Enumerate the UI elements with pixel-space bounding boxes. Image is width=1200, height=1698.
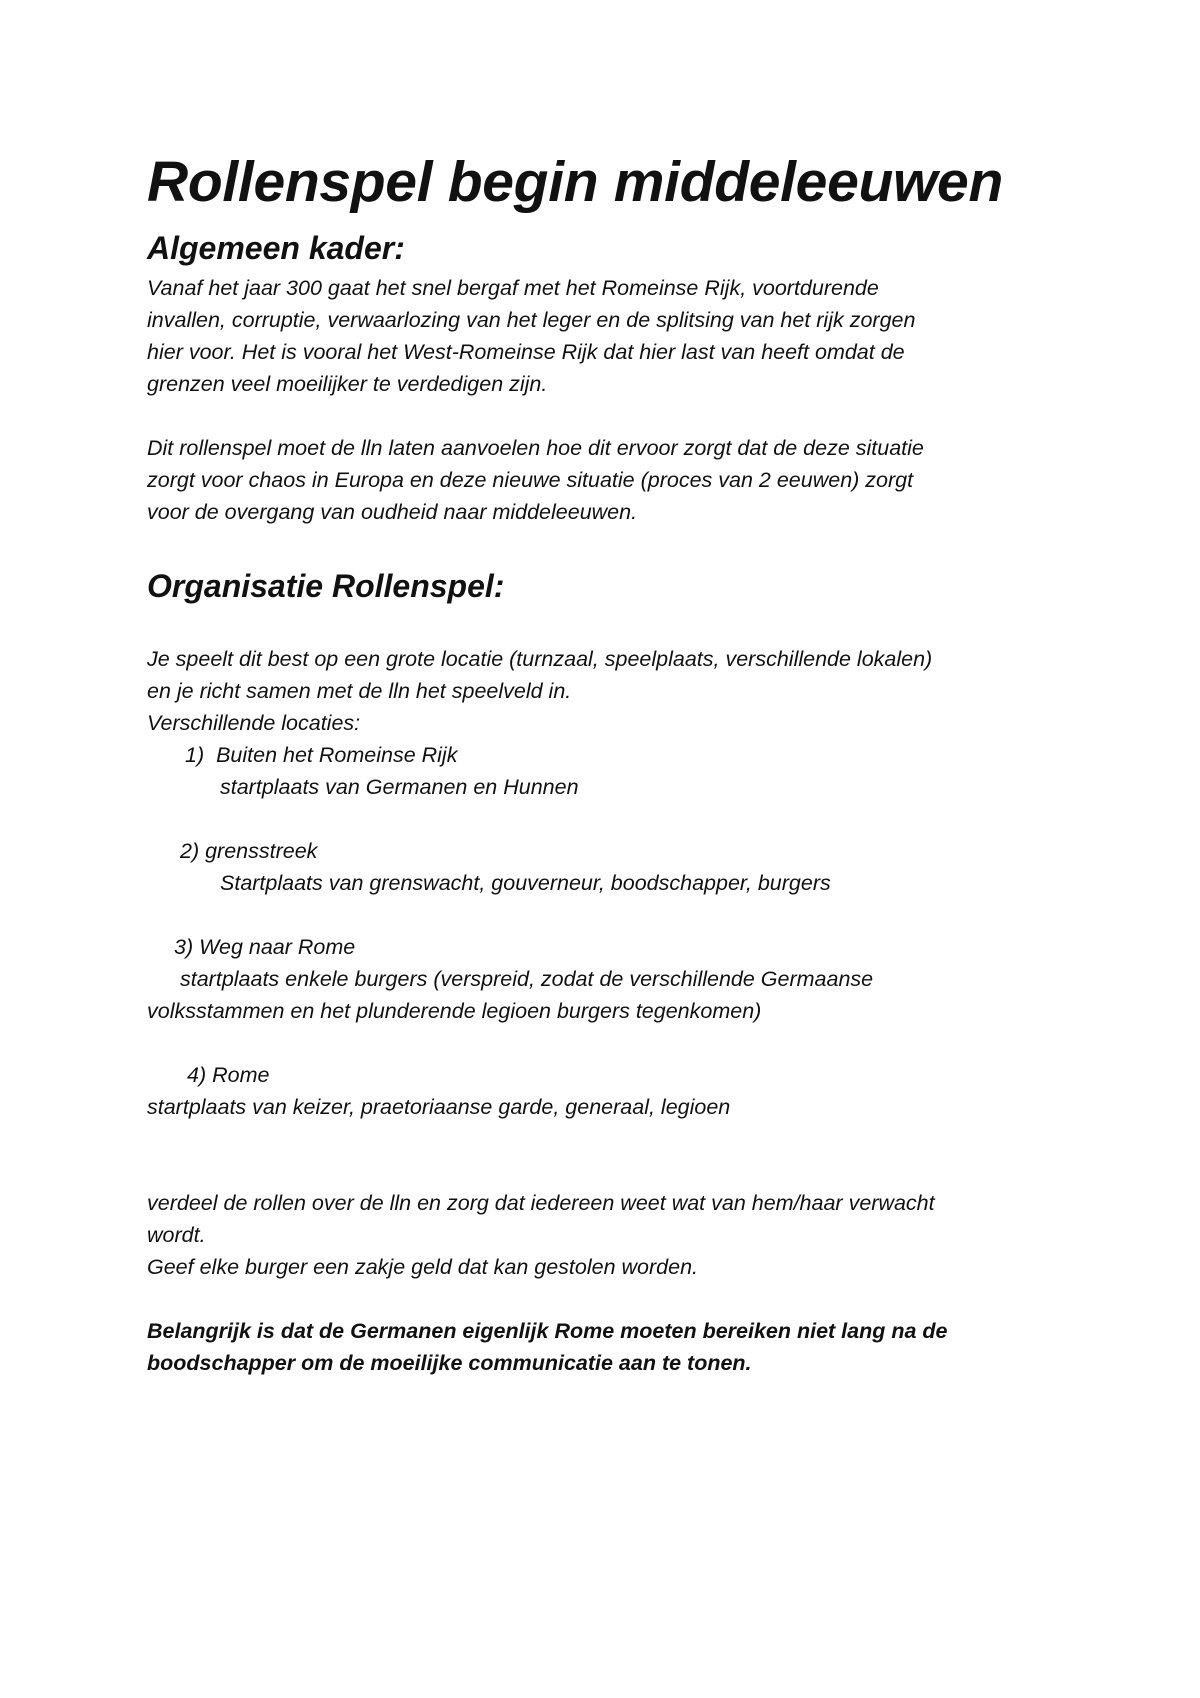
paragraph-line: en je richt samen met de lln het speelveld in. — [147, 679, 572, 703]
location-label: 4) Rome — [187, 1063, 270, 1087]
instruction-line: verdeel de rollen over de lln en zorg dat iedereen weet wat van hem/haar verwacht — [147, 1191, 935, 1215]
location-detail: volksstammen en het plunderende legioen burgers tegenkomen) — [147, 999, 762, 1023]
document-page — [147, 0, 1077, 1698]
location-detail: startplaats enkele burgers (verspreid, zodat de verschillende Germaanse — [180, 967, 874, 991]
locations-label: Verschillende locaties: — [147, 711, 361, 735]
location-label: 1) Buiten het Romeinse Rijk — [185, 743, 458, 767]
paragraph-line: zorgt voor chaos in Europa en deze nieuwe situatie (proces van 2 eeuwen) zorgt — [147, 468, 914, 492]
location-detail: Startplaats van grenswacht, gouverneur, boodschapper, burgers — [220, 871, 831, 895]
important-note-line: boodschapper om de moeilijke communicatie aan te tonen. — [147, 1351, 752, 1375]
instruction-line: wordt. — [147, 1223, 206, 1247]
location-detail: startplaats van keizer, praetoriaanse garde, generaal, legioen — [147, 1095, 731, 1119]
paragraph-line: Dit rollenspel moet de lln laten aanvoelen hoe dit ervoor zorgt dat de deze situatie — [147, 436, 924, 460]
section-heading-algemeen-kader: Algemeen kader: — [147, 230, 405, 266]
instruction-line: Geef elke burger een zakje geld dat kan gestolen worden. — [147, 1255, 699, 1279]
paragraph-line: Vanaf het jaar 300 gaat het snel bergaf met het Romeinse Rijk, voortdurende — [147, 276, 879, 300]
paragraph-line: hier voor. Het is vooral het West-Romeinse Rijk dat hier last van heeft omdat de — [147, 340, 905, 364]
important-note-line: Belangrijk is dat de Germanen eigenlijk Rome moeten bereiken niet lang na de — [147, 1319, 948, 1343]
paragraph-line: Je speelt dit best op een grote locatie (turnzaal, speelplaats, verschillende lokalen) — [147, 647, 933, 671]
location-label: 2) grensstreek — [180, 839, 318, 863]
section-heading-organisatie: Organisatie Rollenspel: — [147, 568, 505, 604]
location-label: 3) Weg naar Rome — [174, 935, 356, 959]
document-title: Rollenspel begin middeleeuwen — [147, 150, 1003, 214]
location-detail: startplaats van Germanen en Hunnen — [220, 775, 579, 799]
paragraph-line: grenzen veel moeilijker te verdedigen zijn. — [147, 372, 548, 396]
paragraph-line: invallen, corruptie, verwaarlozing van het leger en de splitsing van het rijk zorgen — [147, 308, 916, 332]
paragraph-line: voor de overgang van oudheid naar middeleeuwen. — [147, 500, 638, 524]
